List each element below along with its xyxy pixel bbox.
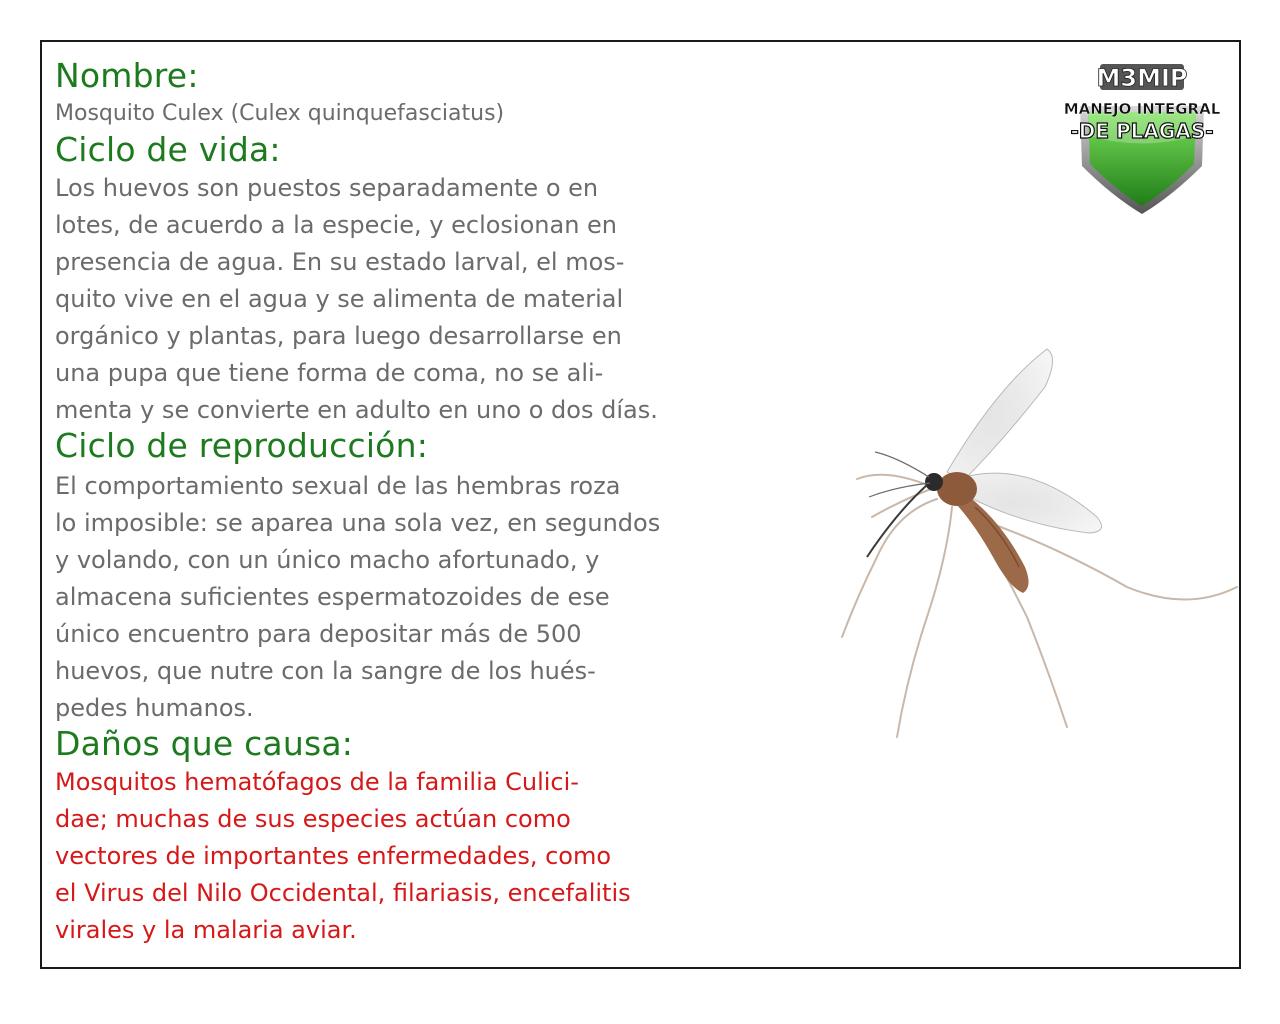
heading-ciclo-reproduccion: Ciclo de reproducción: — [55, 426, 429, 465]
text-line: presencia de agua. En su estado larval, el mos- — [55, 248, 625, 276]
name-value — [55, 100, 504, 128]
text-line: único encuentro para depositar más de 500 — [55, 620, 582, 648]
ciclo-vida-text — [55, 170, 658, 429]
text-line: Los huevos son puestos separadamente o en — [55, 174, 599, 202]
text-line: quito vive en el agua y se alimenta de material — [55, 285, 624, 313]
text-line: lotes, de acuerdo a la especie, y eclosionan en — [55, 211, 618, 239]
heading-nombre: Nombre: — [55, 56, 199, 95]
text-line: lo imposible: se aparea una sola vez, en segundos — [55, 509, 661, 537]
shield-logo — [1052, 56, 1232, 216]
text-line: Mosquitos hematófagos de la familia Culici- — [55, 768, 579, 796]
text-line: Mosquito Culex (Culex quinquefasciatus) — [55, 101, 505, 126]
heading-danos: Daños que causa: — [55, 724, 354, 763]
logo-line1: MANEJO INTEGRAL — [1063, 100, 1221, 118]
text-line: dae; muchas de sus especies actúan como — [55, 805, 571, 833]
heading-ciclo-vida: Ciclo de vida: — [55, 130, 281, 169]
logo-line2: -DE PLAGAS- — [1070, 119, 1214, 143]
text-line: virales y la malaria aviar. — [55, 916, 357, 944]
text-line: el Virus del Nilo Occidental, filariasis, encefalitis — [55, 879, 631, 907]
text-line: una pupa que tiene forma de coma, no se ali- — [55, 359, 604, 387]
text-line: El comportamiento sexual de las hembras roza — [55, 472, 621, 500]
ciclo-reproduccion-text — [55, 468, 660, 727]
text-line: orgánico y plantas, para luego desarrollarse en — [55, 322, 622, 350]
text-line: huevos, que nutre con la sangre de los hués- — [55, 657, 596, 685]
text-line: pedes humanos. — [55, 694, 254, 722]
text-line: vectores de importantes enfermedades, como — [55, 842, 612, 870]
text-line: almacena suficientes espermatozoides de ese — [55, 583, 610, 611]
danos-text — [55, 764, 631, 949]
text-line: menta y se convierte en adulto en uno o dos días. — [55, 396, 658, 424]
mosquito-illustration — [797, 257, 1277, 757]
text-line: y volando, con un único macho afortunado, y — [55, 546, 600, 574]
info-card — [40, 40, 1241, 969]
logo-brand: M3MIP — [1096, 64, 1188, 92]
